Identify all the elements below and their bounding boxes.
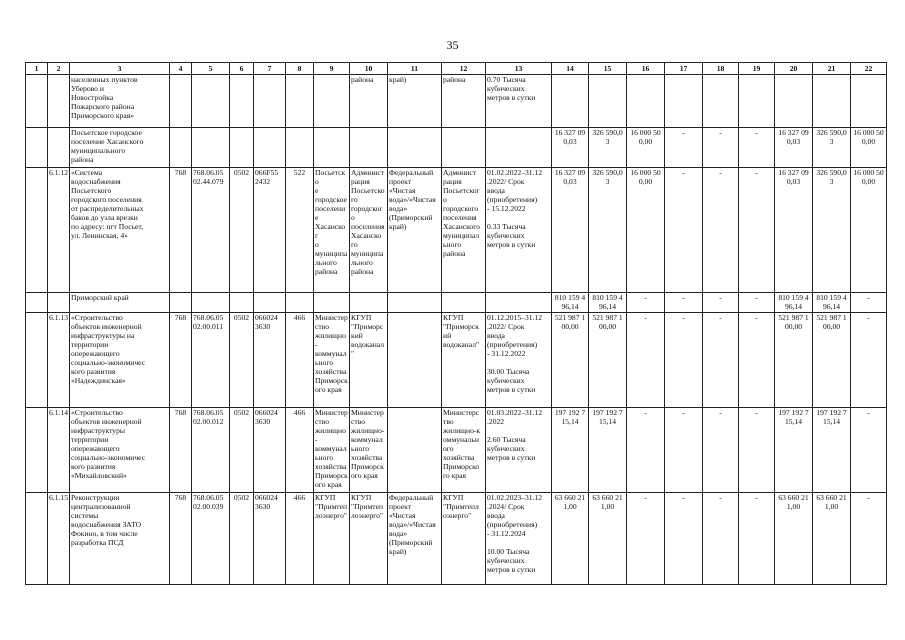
table-cell: КГУП "Примтеп лоэнерго" xyxy=(314,493,350,585)
table-cell xyxy=(442,293,486,313)
table-cell xyxy=(26,168,48,293)
table-cell: 6.1.13 xyxy=(48,313,70,408)
table-cell: 63 660 21 1,00 xyxy=(589,493,627,585)
table-body xyxy=(26,63,887,585)
table-cell: 16 000 50 0,00 xyxy=(627,128,665,168)
table-cell: КГУП "Приморск ий водоканал" xyxy=(442,313,486,408)
table-cell xyxy=(589,75,627,128)
table-cell: 16 000 50 0,00 xyxy=(851,128,887,168)
table-cell: 066F55 2432 xyxy=(254,168,286,293)
table-cell xyxy=(739,75,775,128)
table-cell: 6.1.12 xyxy=(48,168,70,293)
table-cell xyxy=(350,293,388,313)
table-cell: 197 192 7 15,14 xyxy=(552,408,589,493)
table-cell xyxy=(26,75,48,128)
table-cell: - xyxy=(851,313,887,408)
table-cell xyxy=(254,293,286,313)
column-header: 15 xyxy=(589,63,627,75)
table-row xyxy=(26,168,887,293)
table-cell: 066024 3630 xyxy=(254,493,286,585)
table-cell: 01.02.2022–31.12 .2022/ Срок ввода (приобретения) - 15.12.2022 0.33 Тысяча кубических метров в сутки xyxy=(486,168,552,293)
table-cell: Посьетско е городское поселение Хасанског о муниципа льного района xyxy=(314,168,350,293)
table-cell: 521 987 1 00,00 xyxy=(813,313,851,408)
table-cell xyxy=(350,128,388,168)
table-cell xyxy=(230,128,254,168)
column-header: 10 xyxy=(350,63,388,75)
table-cell: - xyxy=(739,128,775,168)
table-cell xyxy=(48,128,70,168)
column-header: 16 xyxy=(627,63,665,75)
table-cell: 16 327 09 0,03 xyxy=(775,168,813,293)
table-cell: 768.06.05 02.44.079 xyxy=(192,168,230,293)
table-cell: - xyxy=(851,408,887,493)
column-header: 9 xyxy=(314,63,350,75)
table-cell xyxy=(552,75,589,128)
column-header: 18 xyxy=(703,63,739,75)
table-cell xyxy=(48,75,70,128)
table-cell: 0502 xyxy=(230,493,254,585)
table-cell: - xyxy=(703,168,739,293)
table-cell: 810 159 4 96,14 xyxy=(775,293,813,313)
table-row xyxy=(26,75,887,128)
table-cell: 768 xyxy=(170,168,192,293)
table-cell xyxy=(388,293,442,313)
table-cell: - xyxy=(851,293,887,313)
table-cell xyxy=(192,75,230,128)
column-header: 13 xyxy=(486,63,552,75)
table-cell xyxy=(665,75,703,128)
column-header: 7 xyxy=(254,63,286,75)
table-cell xyxy=(703,75,739,128)
table-cell xyxy=(314,293,350,313)
table-cell xyxy=(26,493,48,585)
table-cell: 768 xyxy=(170,313,192,408)
table-cell: Федеральный проект «Чистая вода»/«Чистая вода» (Приморский край) xyxy=(388,493,442,585)
table-cell: - xyxy=(665,493,703,585)
table-cell: Министерс тво жилищно-к оммунальн ого хозяйства Приморско го края xyxy=(442,408,486,493)
table-cell: «Строительство объектов инженерной инфраструктуры территории опережающего социально-экономичес кого развития «Михайловский» xyxy=(70,408,170,493)
table-cell xyxy=(254,128,286,168)
column-header: 17 xyxy=(665,63,703,75)
table-cell xyxy=(26,293,48,313)
table-row xyxy=(26,408,887,493)
table-cell: - xyxy=(739,168,775,293)
table-cell: - xyxy=(627,408,665,493)
table-cell: КГУП "Примтепл оэнерго" xyxy=(442,493,486,585)
table-cell xyxy=(26,128,48,168)
table-cell: 768.06.05 02.00.011 xyxy=(192,313,230,408)
table-cell: - xyxy=(627,493,665,585)
table-cell: 16 000 50 0,00 xyxy=(627,168,665,293)
table-cell: 197 192 7 15,14 xyxy=(813,408,851,493)
table-cell: - xyxy=(739,293,775,313)
table-cell: - xyxy=(851,493,887,585)
budget-table xyxy=(25,62,887,585)
table-row xyxy=(26,313,887,408)
table-cell xyxy=(486,128,552,168)
column-header: 20 xyxy=(775,63,813,75)
table-cell: населенных пунктов Уберово и Новостройка Пожарского района Приморского края» xyxy=(70,75,170,128)
column-header: 22 xyxy=(851,63,887,75)
table-cell: - xyxy=(665,408,703,493)
table-cell: района xyxy=(442,75,486,128)
table-cell xyxy=(286,75,314,128)
page-number: 35 xyxy=(446,38,459,52)
table-cell xyxy=(388,128,442,168)
table-cell xyxy=(314,75,350,128)
column-header: 11 xyxy=(388,63,442,75)
table-cell: района xyxy=(350,75,388,128)
table-cell: 768 xyxy=(170,408,192,493)
table-cell xyxy=(813,75,851,128)
table-cell: - xyxy=(739,408,775,493)
table-cell: Посьетское городское поселение Хасанского муниципального района xyxy=(70,128,170,168)
table-cell: - xyxy=(627,313,665,408)
table-cell: - xyxy=(703,293,739,313)
table-cell xyxy=(48,293,70,313)
table-cell: Админист рация Посьетско го городског о поселения Хасанско го муниципа льного района xyxy=(350,168,388,293)
table-cell: - xyxy=(665,128,703,168)
table-cell: 6.1.14 xyxy=(48,408,70,493)
table-cell: Приморский край xyxy=(70,293,170,313)
table-cell xyxy=(388,313,442,408)
table-cell: 01.12.2015–31.12 .2022/ Срок ввода (приобретения) - 31.12.2022 30.00 Тысяча кубических метров в сутки xyxy=(486,313,552,408)
table-cell: 810 159 4 96,14 xyxy=(589,293,627,313)
table-cell: 63 660 21 1,00 xyxy=(775,493,813,585)
table-cell: 326 590,0 3 xyxy=(813,128,851,168)
table-cell xyxy=(170,293,192,313)
column-header: 1 xyxy=(26,63,48,75)
column-header: 21 xyxy=(813,63,851,75)
table-cell: 326 590,0 3 xyxy=(813,168,851,293)
table-cell: 16 327 09 0,03 xyxy=(552,128,589,168)
table-cell xyxy=(26,408,48,493)
table-cell: 521 987 1 00,00 xyxy=(552,313,589,408)
table-cell: 466 xyxy=(286,493,314,585)
table-cell xyxy=(230,293,254,313)
table-cell xyxy=(388,408,442,493)
table-cell: Министер ство жилищно- коммунал ьного хозяйства Приморск ого края xyxy=(314,408,350,493)
column-header: 5 xyxy=(192,63,230,75)
table-cell: 466 xyxy=(286,313,314,408)
table-cell: 01.02.2023–31.12 .2024/ Срок ввода (приобретения) - 31.12.2024 10.00 Тысяча кубических метров в сутки xyxy=(486,493,552,585)
table-cell: 0.70 Тысяча кубических метров в сутки xyxy=(486,75,552,128)
table-cell: - xyxy=(627,293,665,313)
column-header: 6 xyxy=(230,63,254,75)
table-cell: 066024 3630 xyxy=(254,408,286,493)
table-cell: 63 660 21 1,00 xyxy=(813,493,851,585)
table-cell xyxy=(314,128,350,168)
table-cell: 63 660 21 1,00 xyxy=(552,493,589,585)
table-cell: край) xyxy=(388,75,442,128)
table-cell xyxy=(170,128,192,168)
table-cell xyxy=(286,128,314,168)
table-cell: - xyxy=(703,493,739,585)
table-cell: Министер ство жилищно- коммунал ьного хозяйства Приморск ого края xyxy=(350,408,388,493)
table-cell: «Система водоснабжения Посьетского городского поселения от распределительных баков до узла врезки по адресу: пгт Посьет, ул. Ленинская, 4» xyxy=(70,168,170,293)
table-cell: - xyxy=(703,313,739,408)
table-cell: 0502 xyxy=(230,313,254,408)
table-cell xyxy=(851,75,887,128)
table-cell: 522 xyxy=(286,168,314,293)
table-cell xyxy=(286,293,314,313)
table-header-row xyxy=(26,63,887,75)
table-cell: 6.1.15 xyxy=(48,493,70,585)
table-cell: - xyxy=(665,313,703,408)
table-cell xyxy=(486,293,552,313)
table-cell: Министер ство жилищно- коммунал ьного хозяйства Приморск ого края xyxy=(314,313,350,408)
table-cell: 197 192 7 15,14 xyxy=(775,408,813,493)
table-cell: 810 159 4 96,14 xyxy=(813,293,851,313)
column-header: 3 xyxy=(70,63,170,75)
column-header: 2 xyxy=(48,63,70,75)
table-cell: «Строительство объектов инженерной инфраструктуры на территории опережающего социально-экономичес кого развития «Надеждинская» xyxy=(70,313,170,408)
table-cell: 326 590,0 3 xyxy=(589,128,627,168)
column-header: 12 xyxy=(442,63,486,75)
table-cell xyxy=(254,75,286,128)
table-cell: КГУП "Примтеп лоэнерго" xyxy=(350,493,388,585)
table-cell xyxy=(775,75,813,128)
table-cell: - xyxy=(665,293,703,313)
table-cell xyxy=(230,75,254,128)
table-cell xyxy=(442,128,486,168)
table-cell: 521 987 1 00,00 xyxy=(775,313,813,408)
table-cell: Федеральный проект «Чистая вода»/«Чистая вода» (Приморский край) xyxy=(388,168,442,293)
table-cell: Реконструкция централизованной системы водоснабжения ЗАТО Фокино, в том числе разработка ПСД xyxy=(70,493,170,585)
table-cell: 810 159 4 96,14 xyxy=(552,293,589,313)
table-cell xyxy=(192,128,230,168)
column-header: 19 xyxy=(739,63,775,75)
table-cell: - xyxy=(703,408,739,493)
table-cell: - xyxy=(665,168,703,293)
table-cell: 16 327 09 0,03 xyxy=(775,128,813,168)
table-cell: 326 590,0 3 xyxy=(589,168,627,293)
table-row xyxy=(26,493,887,585)
table-cell xyxy=(26,313,48,408)
table-cell: 0502 xyxy=(230,408,254,493)
table-cell: - xyxy=(739,493,775,585)
table-cell: 066024 3630 xyxy=(254,313,286,408)
table-cell: 16 327 09 0,03 xyxy=(552,168,589,293)
table-cell: 768.06.05 02.00.012 xyxy=(192,408,230,493)
table-cell: - xyxy=(703,128,739,168)
table-row xyxy=(26,293,887,313)
table-cell: КГУП "Приморс кий водоканал " xyxy=(350,313,388,408)
table-cell: 768.06.05 02.00.039 xyxy=(192,493,230,585)
table-cell: 197 192 7 15,14 xyxy=(589,408,627,493)
table-cell xyxy=(170,75,192,128)
table-cell xyxy=(627,75,665,128)
table-cell: - xyxy=(739,313,775,408)
table-cell: Админист рация Посьетског о городского поселения Хасанского муниципал ьного района xyxy=(442,168,486,293)
table-cell: 466 xyxy=(286,408,314,493)
column-header: 14 xyxy=(552,63,589,75)
column-header: 8 xyxy=(286,63,314,75)
table-cell: 16 000 50 0,00 xyxy=(851,168,887,293)
column-header: 4 xyxy=(170,63,192,75)
table-cell: 768 xyxy=(170,493,192,585)
table-row xyxy=(26,128,887,168)
table-cell: 0502 xyxy=(230,168,254,293)
table-cell: 01.03.2022–31.12 .2022 2.60 Тысяча кубических метров в сутки xyxy=(486,408,552,493)
table-cell xyxy=(192,293,230,313)
table-cell: 521 987 1 00,00 xyxy=(589,313,627,408)
